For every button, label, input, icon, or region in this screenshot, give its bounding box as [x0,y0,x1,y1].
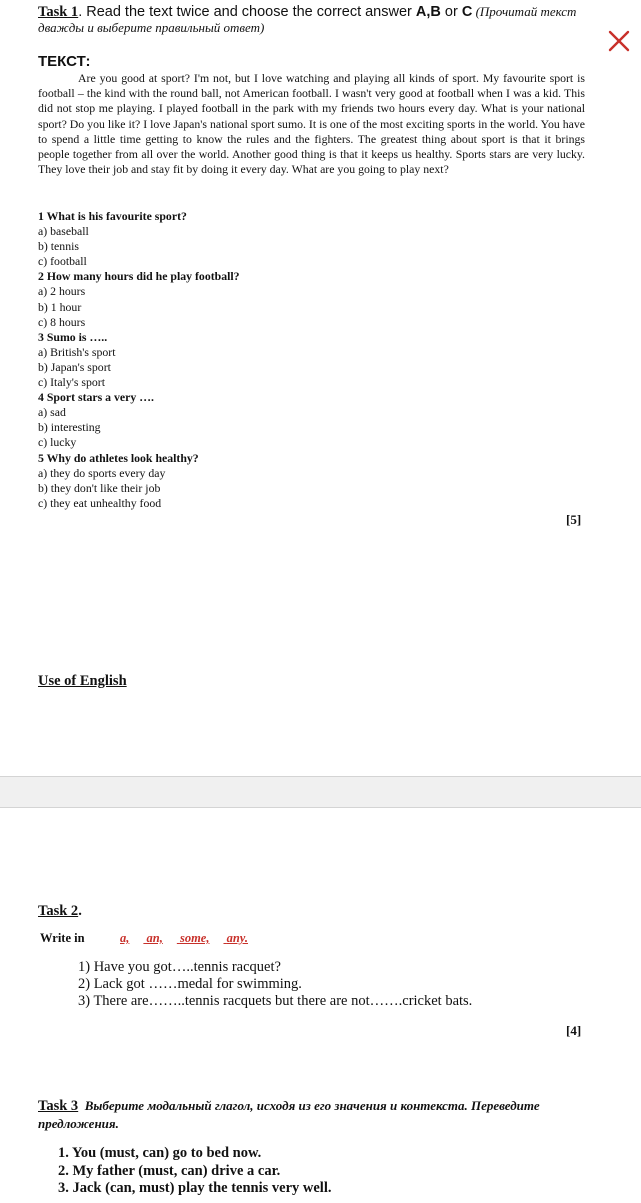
answer-option[interactable]: b) tennis [38,239,79,254]
use-of-english-heading: Use of English [38,673,127,689]
answer-option[interactable]: b) 1 hour [38,299,82,314]
task2-word-list [120,931,262,946]
answer-option[interactable]: c) they eat unhealthy food [38,495,162,510]
answer-option[interactable]: a) sad [38,405,66,420]
task2-item: 3) There are……..tennis racquets but there are not…….cricket bats. [78,993,473,1009]
task1-heading [38,4,578,36]
task3-instruction-ru: Выберите модальный глагол, исходя из его значения и контекста. Переведите предложения. [38,1098,540,1131]
page-divider [0,776,641,808]
task2-item: 2) Lack got ……medal for swimming. [78,976,302,992]
close-icon[interactable] [604,26,634,56]
task3-items [58,1145,331,1198]
task2-word: a, [120,931,130,945]
question-title: 3 Sumo is ….. [38,329,108,344]
task1-instruction-ru: (Прочитай текст дважды и выберите правильный ответ) [38,4,577,35]
answer-option[interactable]: b) Japan's sport [38,359,111,374]
question-title: 2 How many hours did he play football? [38,269,240,284]
task2-score: [4] [566,1023,582,1038]
task2-write-in: Write in [40,931,85,945]
answer-option[interactable]: a) British's sport [38,344,116,359]
task2-heading [38,903,82,920]
question-title: 5 Why do athletes look healthy? [38,450,199,465]
task3-item: 3. Jack (can, must) play the tennis very well. [58,1180,332,1196]
task1-letters: A,B [415,4,441,20]
task1-or: or [440,4,462,20]
answer-option[interactable]: b) interesting [38,420,101,435]
task2-item: 1) Have you got…..tennis racquet? [78,959,281,975]
task1-score: [5] [566,512,582,527]
task3-heading [38,1097,588,1132]
task3-item: 2. My father (must, can) drive a car. [58,1162,281,1179]
task3-title: Task 3 [38,1098,79,1114]
answer-option[interactable]: a) 2 hours [38,284,86,299]
task3-item: 1. You (must, can) go to bed now. [58,1145,262,1161]
task2-items [78,959,472,1010]
answer-option[interactable]: a) they do sports every day [38,465,166,480]
reading-text: Are you good at sport? I'm not, but I love watching and playing all kinds of sport. My favourite sport is football – the kind with the round ball, not American football. I wasn't very good at football when I was a kid. This did not stop me playing. I played football in the park with my friends two hours every day. What is your national sport? Do you like it? I love Japan's national sport sumo. It is one of the most exciting sports in the world. You have to spend a little time getting to know the rules and the fighters. The greatest thing about sport is that it brings people together from all over the world. Another good thing is that it keeps us healthy. Sports stars are very lucky. They love their job and stay fit by doing it every day. What are you going to play next? [38,71,585,177]
question-title: 4 Sport stars a very …. [38,390,154,405]
task1-instruction: . Read the text twice and choose the correct answer [78,4,416,20]
answer-option[interactable]: b) they don't like their job [38,480,161,495]
question-title: 1 What is his favourite sport? [38,209,187,223]
answer-option[interactable]: c) 8 hours [38,314,86,329]
question-list [38,209,338,511]
task2-word: an, [146,931,163,945]
task1-title: Task 1 [38,4,79,20]
answer-option[interactable]: a) baseball [38,224,89,239]
answer-option[interactable]: c) lucky [38,435,77,450]
task2-word: any. [226,931,249,945]
answer-option[interactable]: c) football [38,254,87,269]
answer-option[interactable]: c) Italy's sport [38,375,105,390]
task2-word: some, [179,931,210,945]
task2-title: Task 2 [38,903,79,919]
text-heading: ТЕКСТ: [38,53,91,70]
task1-letter-c: C [461,4,473,20]
task2-title-dot: . [78,903,82,919]
